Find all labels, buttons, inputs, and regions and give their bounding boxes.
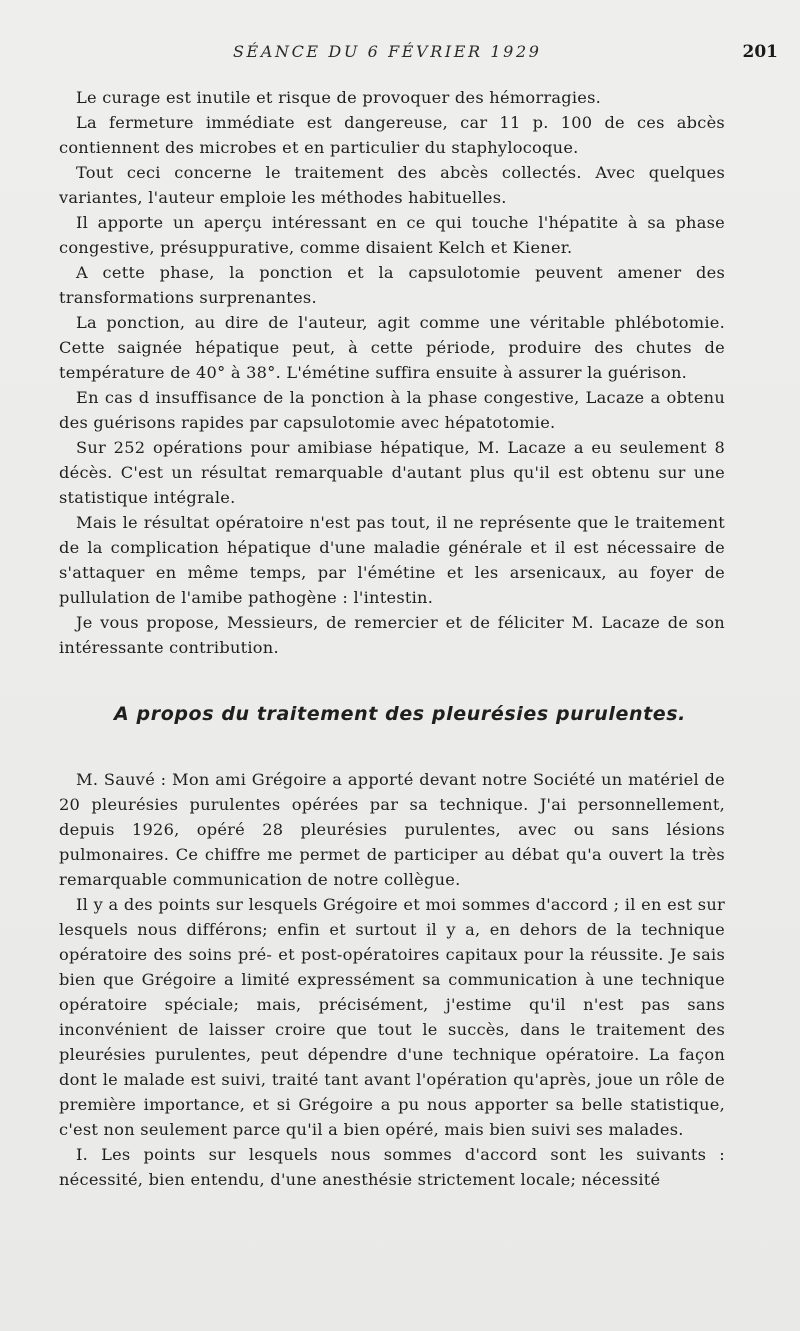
page-number: 201 (742, 42, 778, 62)
paragraph: La ponction, au dire de l'auteur, agit comme une véritable phlébotomie. Cette saignée hépatique peut, à cette période, produire des chutes de température de 40° à 38°. L'émétine suffira ensuite à assurer la guérison. (59, 313, 725, 382)
section-heading: A propos du traitement des pleurésies purulentes. (114, 703, 686, 725)
paragraph: Il y a des points sur lesquels Grégoire et moi sommes d'accord ; il en est sur lesquels nous différons; enfin et surtout il y a, en dehors de la technique opératoire des soins pré- et post-opératoires capitaux pour la réussite. Je sais bien que Grégoire a limité expressément sa communication à une technique opératoire spéciale; mais, précisément, j'estime qu'il n'est pas sans inconvénient de laisser croire que tout le succès, dans le traitement des pleurésies purulentes, peut dépendre d'une technique opératoire. La façon dont le malade est suivi, traité tant avant l'opération qu'après, joue un rôle de première importance, et si Grégoire a pu nous apporter sa belle statistique, c'est non seulement parce qu'il a bien opéré, mais bien suivi ses malades. (59, 895, 725, 1139)
running-header (0, 42, 800, 66)
paragraph: Tout ceci concerne le traitement des abcès collectés. Avec quelques variantes, l'auteur emploie les méthodes habituelles. (59, 163, 725, 207)
paragraph: Sur 252 opérations pour amibiase hépatique, M. Lacaze a eu seulement 8 décès. C'est un résultat remarquable d'autant plus qu'il est obtenu sur une statistique intégrale. (59, 438, 725, 507)
running-title: SÉANCE DU 6 FÉVRIER 1929 (233, 42, 542, 61)
paragraph: En cas d insuffisance de la ponction à la phase congestive, Lacaze a obtenu des guérisons rapides par capsulotomie avec hépatotomie. (59, 388, 725, 432)
paragraph: M. Sauvé : Mon ami Grégoire a apporté devant notre Société un matériel de 20 pleurésies purulentes opérées par sa technique. J'ai personnellement, depuis 1926, opéré 28 pleurésies purulentes, avec ou sans lésions pulmonaires. Ce chiffre me permet de participer au débat qu'a ouvert la très remarquable communication de notre collègue. (59, 770, 725, 889)
section-2-body (59, 767, 725, 1192)
paragraph: Il apporte un aperçu intéressant en ce qui touche l'hépatite à sa phase congestive, présuppurative, comme disaient Kelch et Kiener. (59, 213, 725, 257)
section-1-body (59, 85, 725, 660)
paragraph: Je vous propose, Messieurs, de remercier et de féliciter M. Lacaze de son intéressante contribution. (59, 613, 725, 657)
paragraph: I. Les points sur lesquels nous sommes d'accord sont les suivants : nécessité, bien entendu, d'une anesthésie strictement locale; nécessité (59, 1145, 725, 1189)
paragraph: Le curage est inutile et risque de provoquer des hémorragies. (76, 88, 602, 107)
paragraph: A cette phase, la ponction et la capsulotomie peuvent amener des transformations surprenantes. (59, 263, 725, 307)
paragraph: La fermeture immédiate est dangereuse, car 11 p. 100 de ces abcès contiennent des microbes et en particulier du staphylocoque. (59, 113, 725, 157)
paragraph: Mais le résultat opératoire n'est pas tout, il ne représente que le traitement de la complication hépatique d'une maladie générale et il est nécessaire de s'attaquer en même temps, par l'émétine et les arsenicaux, au foyer de pullulation de l'amibe pathogène : l'intestin. (59, 513, 725, 607)
